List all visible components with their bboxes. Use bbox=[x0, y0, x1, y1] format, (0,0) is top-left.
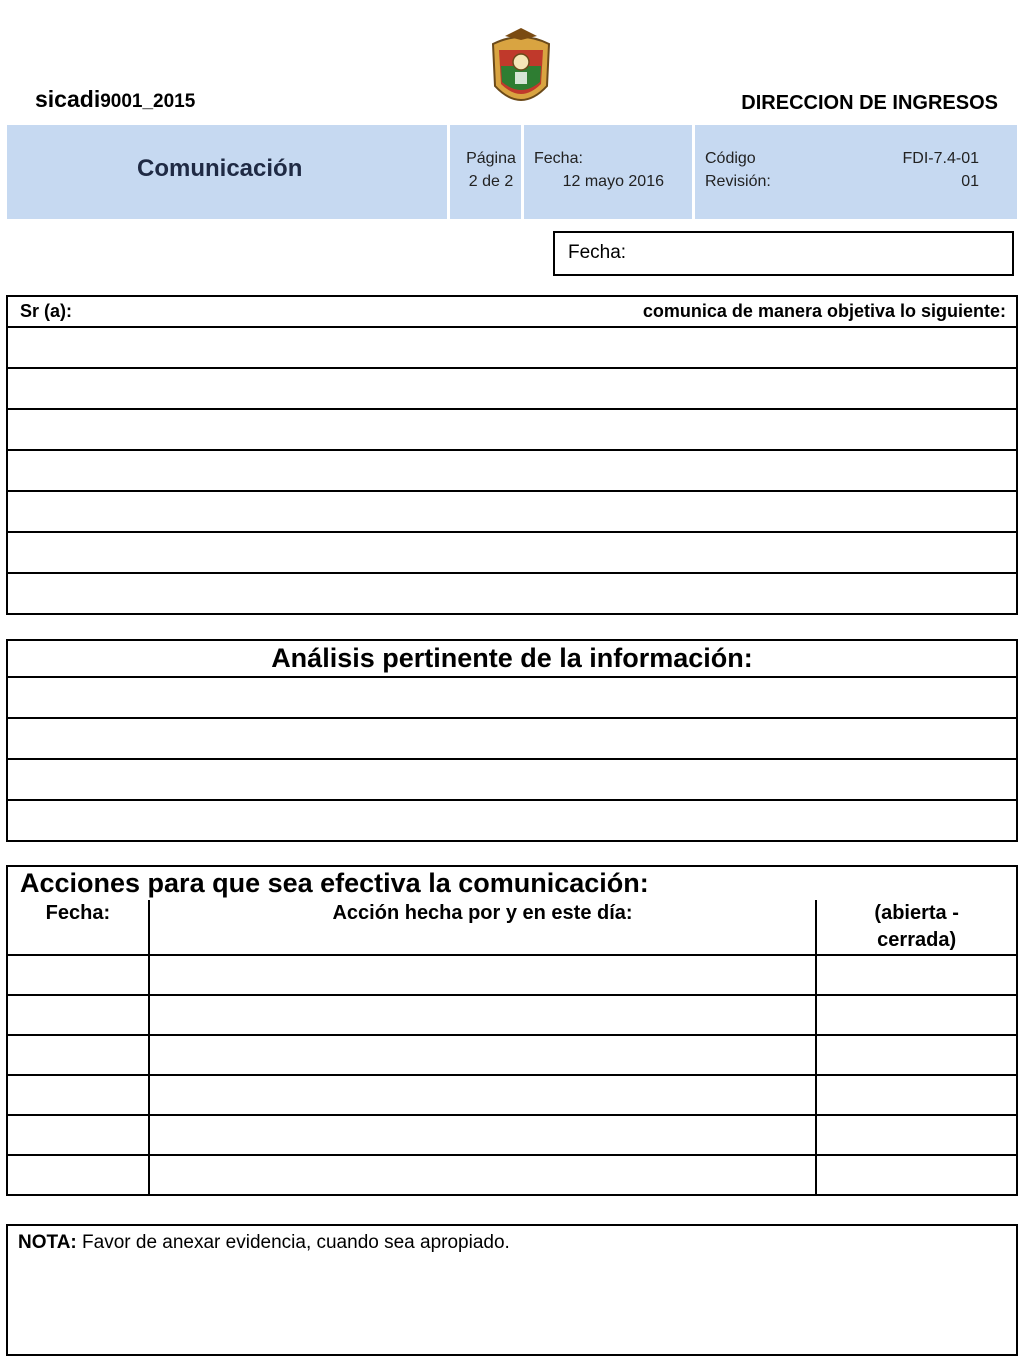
actions-table bbox=[6, 865, 1018, 1196]
note-text bbox=[18, 1232, 510, 1254]
communication-statement: comunica de manera objetiva lo siguiente: bbox=[642, 301, 1006, 321]
col-status-header bbox=[816, 900, 1017, 955]
note-box[interactable] bbox=[6, 1224, 1018, 1356]
issue-date-label: Fecha: bbox=[534, 150, 583, 167]
col-status-line-1: (abierta - bbox=[874, 902, 959, 924]
action-status-cell[interactable] bbox=[816, 1075, 1017, 1115]
communication-line[interactable] bbox=[7, 450, 1017, 491]
action-date-cell[interactable] bbox=[7, 995, 149, 1035]
revision-value: 01 bbox=[961, 173, 979, 190]
action-status-cell[interactable] bbox=[816, 1155, 1017, 1195]
coat-of-arms-icon bbox=[485, 26, 557, 116]
action-date-cell[interactable] bbox=[7, 1155, 149, 1195]
document-title: Comunicación bbox=[137, 155, 303, 182]
action-desc-cell[interactable] bbox=[149, 1035, 816, 1075]
revision-label: Revisión: bbox=[705, 173, 771, 190]
analysis-title: Análisis pertinente de la información: bbox=[7, 640, 1017, 677]
col-action-header: Acción hecha por y en este día: bbox=[149, 900, 816, 955]
action-date-cell[interactable] bbox=[7, 955, 149, 995]
communication-line[interactable] bbox=[7, 327, 1017, 368]
action-desc-cell[interactable] bbox=[149, 1115, 816, 1155]
analysis-line[interactable] bbox=[7, 800, 1017, 841]
note-label: NOTA: bbox=[18, 1232, 77, 1253]
action-desc-cell[interactable] bbox=[149, 955, 816, 995]
date-field[interactable] bbox=[553, 231, 1014, 276]
issue-date-value: 12 mayo 2016 bbox=[562, 173, 664, 190]
brand-name bbox=[35, 86, 195, 113]
analysis-line[interactable] bbox=[7, 759, 1017, 800]
communication-line[interactable] bbox=[7, 409, 1017, 450]
action-date-cell[interactable] bbox=[7, 1075, 149, 1115]
page-value: 2 de 2 bbox=[468, 173, 514, 190]
page-label: Página bbox=[466, 150, 516, 167]
department-name: DIRECCION DE INGRESOS bbox=[741, 92, 998, 114]
action-status-cell[interactable] bbox=[816, 955, 1017, 995]
date-field-label: Fecha: bbox=[568, 242, 627, 263]
issue-date-info bbox=[534, 147, 664, 193]
code-value: FDI-7.4-01 bbox=[902, 150, 979, 167]
action-date-cell[interactable] bbox=[7, 1035, 149, 1075]
code-label: Código bbox=[705, 150, 756, 167]
action-desc-cell[interactable] bbox=[149, 1155, 816, 1195]
action-status-cell[interactable] bbox=[816, 1115, 1017, 1155]
recipient-label: Sr (a): bbox=[20, 301, 73, 321]
communication-table bbox=[6, 295, 1018, 615]
col-date-header: Fecha: bbox=[7, 900, 149, 955]
document-banner bbox=[7, 125, 1017, 219]
action-desc-cell[interactable] bbox=[149, 1075, 816, 1115]
communication-line[interactable] bbox=[7, 368, 1017, 409]
action-status-cell[interactable] bbox=[816, 1035, 1017, 1075]
communication-header bbox=[7, 296, 1017, 327]
action-date-cell[interactable] bbox=[7, 1115, 149, 1155]
communication-line[interactable] bbox=[7, 573, 1017, 614]
analysis-line[interactable] bbox=[7, 677, 1017, 718]
analysis-line[interactable] bbox=[7, 718, 1017, 759]
page-info bbox=[455, 147, 527, 193]
brand-main: sicadi bbox=[35, 86, 101, 112]
communication-line[interactable] bbox=[7, 491, 1017, 532]
col-status-line-2: cerrada) bbox=[877, 929, 957, 951]
actions-title: Acciones para que sea efectiva la comunicación: bbox=[7, 866, 1017, 900]
brand-suffix: 9001_2015 bbox=[100, 91, 196, 112]
analysis-table bbox=[6, 639, 1018, 842]
note-body: Favor de anexar evidencia, cuando sea apropiado. bbox=[76, 1232, 510, 1253]
action-status-cell[interactable] bbox=[816, 995, 1017, 1035]
code-info bbox=[705, 147, 979, 193]
action-desc-cell[interactable] bbox=[149, 995, 816, 1035]
communication-line[interactable] bbox=[7, 532, 1017, 573]
